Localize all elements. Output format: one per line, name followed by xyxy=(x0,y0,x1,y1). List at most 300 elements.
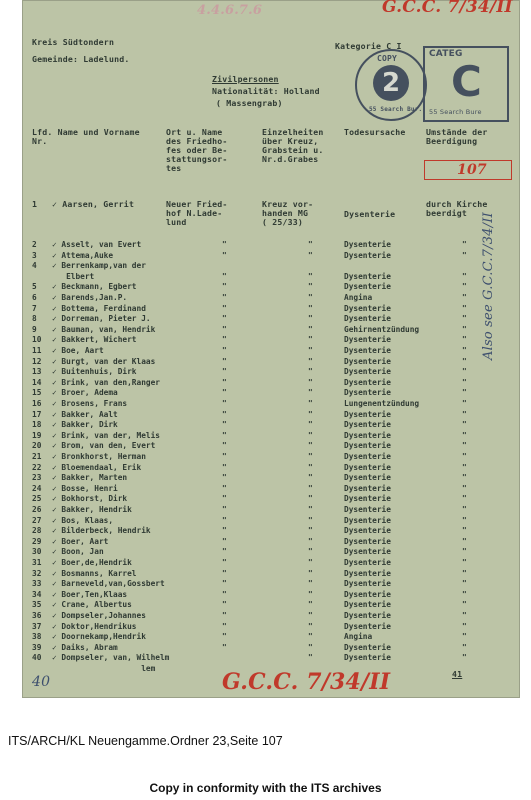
row-kreuz: " xyxy=(308,653,313,663)
row-umstaende: " xyxy=(462,367,467,377)
row-kreuz: " xyxy=(308,536,313,546)
row-ursache: Dysenterie xyxy=(344,430,391,440)
top-reference: G.C.C. 7/34/II xyxy=(382,0,513,17)
row-name: ✓ Bosse, Henri xyxy=(52,483,118,493)
row-umstaende: " xyxy=(462,505,467,514)
row-nr: 18 xyxy=(32,420,42,430)
row-ursache: Dysenterie xyxy=(344,303,391,313)
table-row xyxy=(22,441,520,452)
row-umstaende: " xyxy=(462,483,467,493)
row-ursache: Dysenterie xyxy=(344,473,391,483)
row-name: ✓ Daiks, Abram xyxy=(52,642,118,652)
pencil-number: 40 xyxy=(32,674,51,690)
table-row xyxy=(22,431,520,442)
table-row xyxy=(22,558,520,569)
row-name: ✓ Buitenhuis, Dirk xyxy=(52,367,137,377)
row-name: ✓ Bakker, Hendrik xyxy=(52,505,132,514)
table-row xyxy=(22,367,520,378)
table-row xyxy=(22,516,520,527)
row-kreuz: " xyxy=(308,579,313,589)
row-name: ✓ Bakker, Marten xyxy=(52,473,128,483)
table-row xyxy=(22,410,520,421)
row-nr: 9 xyxy=(32,324,37,334)
row-nr: 37 xyxy=(32,621,42,631)
row-name: ✓ Brosens, Frans xyxy=(52,399,128,408)
table-row xyxy=(22,346,520,357)
row-name: ✓ Bos, Klaas, xyxy=(52,515,114,525)
row-ursache: Lungenentzündung xyxy=(344,399,420,408)
row-ort: " xyxy=(222,314,227,324)
row-ursache: Dysenterie xyxy=(344,271,391,281)
row-kreuz: " xyxy=(308,473,313,483)
row-ort: " xyxy=(222,515,227,525)
row-ort: " xyxy=(222,324,227,334)
table-row xyxy=(22,304,520,315)
row-nr: 24 xyxy=(32,483,42,493)
row-nr: 12 xyxy=(32,356,42,366)
row-umstaende: " xyxy=(462,632,467,642)
row-nr: 25 xyxy=(32,494,42,504)
table-row xyxy=(22,420,520,431)
row-kreuz: " xyxy=(308,430,313,440)
row-ort: " xyxy=(222,505,227,514)
row-nr: 35 xyxy=(32,600,42,610)
kategorie-label: Kategorie C I xyxy=(335,41,407,51)
row-ursache: Dysenterie xyxy=(344,611,391,620)
row-ursache: Gehirnentzündung xyxy=(344,324,420,334)
row-ort: " xyxy=(222,589,227,599)
row-umstaende: " xyxy=(462,420,467,430)
row-umstaende: " xyxy=(462,611,467,620)
row-umstaende: " xyxy=(462,377,467,387)
table-row xyxy=(22,494,520,505)
row-kreuz: " xyxy=(308,642,313,652)
table-row xyxy=(22,600,520,611)
row-kreuz: " xyxy=(308,462,313,472)
stamp-search-text: 55 Search Bur. xyxy=(369,106,423,113)
row-kreuz: " xyxy=(308,558,313,567)
row-ursache: Dysenterie xyxy=(344,515,391,525)
row-nr: 32 xyxy=(32,568,42,578)
row-kreuz: " xyxy=(308,611,313,620)
row-umstaende: " xyxy=(462,462,467,472)
row-1-umstaende: durch Kirche beerdigt xyxy=(426,199,488,218)
row-name: ✓ Bilderbeck, Hendrik xyxy=(52,526,151,536)
row-kreuz: " xyxy=(308,356,313,366)
table-row xyxy=(22,643,520,654)
row-ort: " xyxy=(222,377,227,387)
row-kreuz: " xyxy=(308,303,313,313)
row-name: lem xyxy=(52,664,156,673)
table-row xyxy=(22,484,520,495)
row-ursache: Dysenterie xyxy=(344,240,391,249)
row-ursache: Dysenterie xyxy=(344,600,391,610)
row-nr: 40 xyxy=(32,653,42,663)
row-ort: " xyxy=(222,420,227,430)
row-name: ✓ Bokhorst, Dirk xyxy=(52,494,128,504)
row-name: ✓ Berrenkamp,van der xyxy=(52,261,146,271)
row-ort: " xyxy=(222,473,227,483)
row-name: ✓ Doktor,Hendrikus xyxy=(52,621,137,631)
row-ort: " xyxy=(222,621,227,631)
row-ursache: Dysenterie xyxy=(344,579,391,589)
row-nr: 3 xyxy=(32,250,37,260)
table-row xyxy=(22,399,520,410)
row-kreuz: " xyxy=(308,420,313,430)
table-row xyxy=(22,611,520,622)
row-umstaende: " xyxy=(462,558,467,567)
row-kreuz: " xyxy=(308,621,313,631)
row-ort: " xyxy=(222,388,227,398)
row-name: ✓ Bakker, Aalt xyxy=(52,409,118,419)
row-umstaende: " xyxy=(462,250,467,260)
table-row xyxy=(22,473,520,484)
row-ort: " xyxy=(222,611,227,620)
row-umstaende: " xyxy=(462,547,467,557)
margin-note: Also see G.C.C.7/34/II xyxy=(481,212,496,360)
row-umstaende: " xyxy=(462,282,467,292)
massengrab-label: ( Massengrab) xyxy=(216,98,283,108)
row-kreuz: " xyxy=(308,568,313,578)
row-name: ✓ Attema,Auke xyxy=(52,250,114,260)
row-kreuz: " xyxy=(308,293,313,302)
row-name: ✓ Bakker, Dirk xyxy=(52,420,118,430)
row-umstaende: " xyxy=(462,388,467,398)
row-kreuz: " xyxy=(308,409,313,419)
table-row xyxy=(22,272,520,283)
row-name: ✓ Boer,Ten,Klaas xyxy=(52,589,128,599)
row-ort: " xyxy=(222,271,227,281)
ink-bottom-reference: G.C.C. 7/34/II xyxy=(222,669,391,695)
row-kreuz: " xyxy=(308,388,313,398)
row-ort: " xyxy=(222,526,227,536)
table-row xyxy=(22,505,520,516)
row-ort: " xyxy=(222,642,227,652)
row-ursache: Dysenterie xyxy=(344,335,391,345)
row-kreuz: " xyxy=(308,399,313,408)
row-1-nr: 1 xyxy=(32,199,38,209)
table-row xyxy=(22,537,520,548)
row-umstaende: " xyxy=(462,452,467,461)
row-name: ✓ Burgt, van der Klaas xyxy=(52,356,156,366)
row-ursache: Dysenterie xyxy=(344,452,391,461)
row-ursache: Dysenterie xyxy=(344,388,391,398)
row-nr: 4 xyxy=(32,261,37,271)
table-row xyxy=(22,335,520,346)
row-kreuz: " xyxy=(308,452,313,461)
row-nr: 17 xyxy=(32,409,42,419)
gemeinde-label: Gemeinde: Ladelund. xyxy=(32,54,130,64)
row-ursache: Dysenterie xyxy=(344,377,391,387)
row-umstaende: " xyxy=(462,409,467,419)
row-ursache: Dysenterie xyxy=(344,536,391,546)
row-ursache: Dysenterie xyxy=(344,483,391,493)
row-ursache: Dysenterie xyxy=(344,356,391,366)
row-nr: 11 xyxy=(32,346,42,355)
row-name: ✓ Barneveld,van,Gossbert xyxy=(52,579,165,589)
row-kreuz: " xyxy=(308,271,313,281)
row-name: ✓ Boon, Jan xyxy=(52,547,104,557)
row-umstaende: " xyxy=(462,293,467,302)
table-row xyxy=(22,632,520,643)
header-ursache: Todesursache xyxy=(344,127,406,137)
row-ort: " xyxy=(222,346,227,355)
row-ort: " xyxy=(222,367,227,377)
row-ort: " xyxy=(222,441,227,451)
row-kreuz: " xyxy=(308,324,313,334)
row-umstaende: " xyxy=(462,356,467,366)
row-name: ✓ Asselt, van Evert xyxy=(52,240,142,249)
row-umstaende: " xyxy=(462,346,467,355)
row-umstaende: " xyxy=(462,399,467,408)
row-ursache: Dysenterie xyxy=(344,568,391,578)
row-ort: " xyxy=(222,494,227,504)
table-row xyxy=(22,282,520,293)
stamp-categ-bottom: 55 Search Bure xyxy=(429,108,482,116)
row-ursache: Dysenterie xyxy=(344,653,391,663)
zivilpersonen-label: Zivilpersonen xyxy=(212,74,279,84)
row-ort: " xyxy=(222,483,227,493)
row-ort: " xyxy=(222,240,227,249)
table-row xyxy=(22,240,520,251)
row-nr: 33 xyxy=(32,579,42,589)
row-umstaende: " xyxy=(462,536,467,546)
row-nr: 26 xyxy=(32,505,42,514)
table-row xyxy=(22,325,520,336)
row-name: ✓ Crane, Albertus xyxy=(52,600,132,610)
header-kreuz: Einzelheiten über Kreuz, Grabstein u. Nr.d.Grabes xyxy=(262,127,324,164)
row-name: ✓ Boe, Aart xyxy=(52,346,104,355)
row-kreuz: " xyxy=(308,589,313,599)
burial-table xyxy=(22,240,520,673)
row-umstaende: " xyxy=(462,335,467,345)
row-umstaende: " xyxy=(462,303,467,313)
row-nr: 39 xyxy=(32,642,42,652)
row-nr: 36 xyxy=(32,611,42,620)
faded-reference: 4.4.6.7.6 xyxy=(197,3,263,18)
table-row xyxy=(22,261,520,272)
row-ursache: Dysenterie xyxy=(344,505,391,514)
row-umstaende: " xyxy=(462,314,467,324)
row-name: ✓ Dorreman, Pieter J. xyxy=(52,314,151,324)
table-row xyxy=(22,463,520,474)
row-ursache: Dysenterie xyxy=(344,420,391,430)
row-umstaende: " xyxy=(462,642,467,652)
row-ursache: Dysenterie xyxy=(344,441,391,451)
row-umstaende: " xyxy=(462,526,467,536)
row-umstaende: " xyxy=(462,579,467,589)
row-umstaende: " xyxy=(462,240,467,249)
row-kreuz: " xyxy=(308,632,313,642)
row-kreuz: " xyxy=(308,335,313,345)
page-box-number: 107 xyxy=(457,162,487,178)
row-ursache: Angina xyxy=(344,293,373,302)
row-ort: " xyxy=(222,356,227,366)
table-row xyxy=(22,590,520,601)
row-ort: " xyxy=(222,335,227,345)
row-umstaende: " xyxy=(462,271,467,281)
row-nr: 38 xyxy=(32,632,42,642)
row-kreuz: " xyxy=(308,250,313,260)
row-kreuz: " xyxy=(308,526,313,536)
row-nr: 28 xyxy=(32,526,42,536)
row-name: ✓ Dompseler,Johannes xyxy=(52,611,146,620)
row-ort: " xyxy=(222,293,227,302)
row-name: ✓ Bosmanns, Karrel xyxy=(52,568,137,578)
row-umstaende: " xyxy=(462,621,467,631)
row-ort: " xyxy=(222,536,227,546)
row-nr: 30 xyxy=(32,547,42,557)
row-umstaende: " xyxy=(462,441,467,451)
header-ort: Ort u. Name des Friedho- fes oder Be- stattungsor- tes xyxy=(166,127,228,173)
row-kreuz: " xyxy=(308,282,313,292)
row-ort: " xyxy=(222,452,227,461)
row-1-ort: Neuer Fried- hof N.Lade- lund xyxy=(166,199,228,227)
row-kreuz: " xyxy=(308,346,313,355)
row-nr: 16 xyxy=(32,399,42,408)
row-ort: " xyxy=(222,600,227,610)
row-nr: 19 xyxy=(32,430,42,440)
row-ursache: Dysenterie xyxy=(344,346,391,355)
copy-stamp xyxy=(355,49,427,121)
row-kreuz: " xyxy=(308,483,313,493)
row-nr: 20 xyxy=(32,441,42,451)
row-ursache: Dysenterie xyxy=(344,526,391,536)
row-1-kreuz: Kreuz vor- handen MG ( 25/33) xyxy=(262,199,314,227)
header-umstaende: Umstände der Beerdigung xyxy=(426,127,488,146)
header-name: Lfd. Name und Vorname Nr. xyxy=(32,127,140,146)
row-name: ✓ Bronkhorst, Herman xyxy=(52,452,146,461)
row-ursache: Dysenterie xyxy=(344,558,391,567)
archive-caption: ITS/ARCH/KL Neuengamme.Ordner 23,Seite 107 xyxy=(8,734,283,748)
row-nr: 8 xyxy=(32,314,37,324)
category-stamp xyxy=(423,46,509,122)
row-ort: " xyxy=(222,568,227,578)
row-nr: 2 xyxy=(32,240,37,249)
row-ursache: Dysenterie xyxy=(344,547,391,557)
row-ort: " xyxy=(222,303,227,313)
kreis-label: Kreis Südtondern xyxy=(32,37,115,47)
row-umstaende: " xyxy=(462,494,467,504)
row-nr: 7 xyxy=(32,303,37,313)
row-name: ✓ Boer,de,Hendrik xyxy=(52,558,132,567)
row-name: ✓ Bauman, van, Hendrik xyxy=(52,324,156,334)
typed-page-number: 41 xyxy=(452,669,463,679)
document-scan xyxy=(22,0,520,698)
row-name: ✓ Bloemendaal, Erik xyxy=(52,462,142,472)
row-umstaende: " xyxy=(462,473,467,483)
table-row xyxy=(22,653,520,664)
row-ursache: Dysenterie xyxy=(344,409,391,419)
row-umstaende: " xyxy=(462,515,467,525)
table-row xyxy=(22,579,520,590)
row-name: ✓ Doornekamp,Hendrik xyxy=(52,632,146,642)
row-umstaende: " xyxy=(462,589,467,599)
stamp-number: 2 xyxy=(382,68,401,98)
copy-conformity-note: Copy in conformity with the ITS archives xyxy=(149,781,382,795)
row-kreuz: " xyxy=(308,505,313,514)
row-ursache: Dysenterie xyxy=(344,589,391,599)
row-ort: " xyxy=(222,250,227,260)
row-name: ✓ Brink, van den,Ranger xyxy=(52,377,160,387)
page-box xyxy=(424,160,512,180)
table-row xyxy=(22,293,520,304)
row-kreuz: " xyxy=(308,515,313,525)
row-kreuz: " xyxy=(308,314,313,324)
table-row xyxy=(22,622,520,633)
row-umstaende: " xyxy=(462,653,467,663)
row-name: ✓ Dompseler, van, Wilhelm xyxy=(52,653,170,663)
row-nr: 21 xyxy=(32,452,42,461)
nationalitaet-label: Nationalität: Holland xyxy=(212,86,320,96)
table-row xyxy=(22,357,520,368)
row-umstaende: " xyxy=(462,600,467,610)
row-ursache: Dysenterie xyxy=(344,494,391,504)
stamp-copy-text: COPY xyxy=(377,54,398,63)
row-kreuz: " xyxy=(308,240,313,249)
row-ort: " xyxy=(222,430,227,440)
row-ort: " xyxy=(222,579,227,589)
row-nr: 15 xyxy=(32,388,42,398)
row-kreuz: " xyxy=(308,441,313,451)
row-ort: " xyxy=(222,547,227,557)
row-kreuz: " xyxy=(308,494,313,504)
row-ursache: Dysenterie xyxy=(344,367,391,377)
row-name: ✓ Brom, van den, Evert xyxy=(52,441,156,451)
row-1-name: ✓ Aarsen, Gerrit xyxy=(52,199,135,209)
row-name: ✓ Brink, van der, Melis xyxy=(52,430,160,440)
row-nr: 34 xyxy=(32,589,42,599)
row-ursache: Dysenterie xyxy=(344,250,391,260)
row-nr: 10 xyxy=(32,335,42,345)
row-nr: 31 xyxy=(32,558,42,567)
row-nr: 13 xyxy=(32,367,42,377)
table-row xyxy=(22,547,520,558)
row-name: ✓ Barends,Jan.P. xyxy=(52,293,128,302)
row-name: ✓ Broer, Adema xyxy=(52,388,118,398)
row-kreuz: " xyxy=(308,600,313,610)
row-nr: 6 xyxy=(32,293,37,302)
row-ort: " xyxy=(222,282,227,292)
row-name: ✓ Bottema, Ferdinand xyxy=(52,303,146,313)
row-ort: " xyxy=(222,632,227,642)
row-nr: 29 xyxy=(32,536,42,546)
row-nr: 27 xyxy=(32,515,42,525)
table-row xyxy=(22,452,520,463)
table-row xyxy=(22,388,520,399)
row-kreuz: " xyxy=(308,367,313,377)
row-ort: " xyxy=(222,558,227,567)
row-name: ✓ Beckmann, Egbert xyxy=(52,282,137,292)
table-row xyxy=(22,526,520,537)
row-nr: 14 xyxy=(32,377,42,387)
stamp-categ-letter: C xyxy=(451,57,483,106)
row-nr: 22 xyxy=(32,462,42,472)
row-kreuz: " xyxy=(308,377,313,387)
table-row xyxy=(22,251,520,262)
table-row xyxy=(22,378,520,389)
row-nr: 5 xyxy=(32,282,37,292)
row-umstaende: " xyxy=(462,430,467,440)
row-ort: " xyxy=(222,409,227,419)
row-kreuz: " xyxy=(308,547,313,557)
row-nr: 23 xyxy=(32,473,42,483)
row-name: ✓ Boer, Aart xyxy=(52,536,109,546)
row-ursache: Dysenterie xyxy=(344,282,391,292)
row-1-ursache: Dysenterie xyxy=(344,209,396,219)
row-name: ✓ Bakkert, Wichert xyxy=(52,335,137,345)
row-umstaende: " xyxy=(462,568,467,578)
